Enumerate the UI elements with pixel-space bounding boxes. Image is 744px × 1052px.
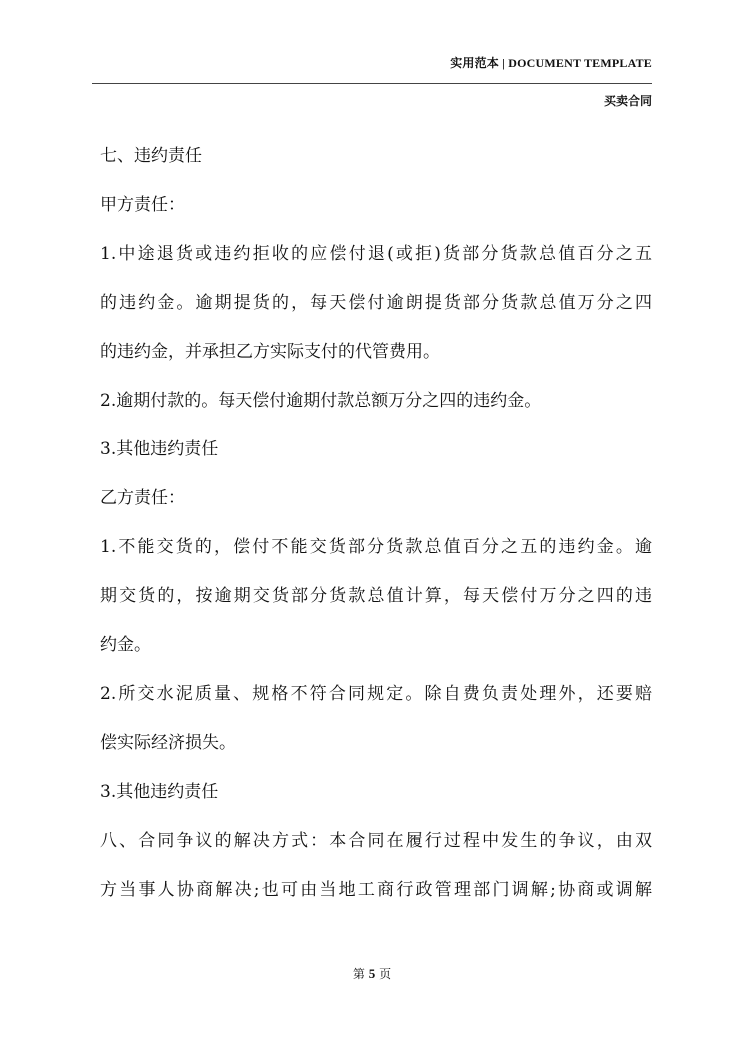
paragraph-line: 的违约金，并承担乙方实际支付的代管费用。 (100, 342, 440, 362)
party-b-heading: 乙方责任： (100, 488, 185, 508)
page-number-prefix: 第 (352, 967, 365, 981)
section-heading-breach: 七、违约责任 (100, 146, 202, 166)
paragraph-line: 的违约金。逾期提货的，每天偿付逾朗提货部分货款总值万分之四 (100, 293, 652, 313)
paragraph-line: 约金。 (100, 635, 151, 655)
paragraph-line: 偿实际经济损失。 (100, 733, 236, 753)
paragraph-line: 1.不能交货的，偿付不能交货部分货款总值百分之五的违约金。逾 (100, 537, 652, 557)
paragraph-line: 3.其他违约责任 (100, 439, 219, 459)
paragraph-line: 1.中途退货或违约拒收的应偿付退(或拒)货部分货款总值百分之五 (100, 244, 652, 264)
header-rule (92, 83, 652, 84)
paragraph-line: 2.所交水泥质量、规格不符合同规定。除自费负责处理外，还要赔 (100, 684, 652, 704)
page-header-subtitle: 买卖合同 (603, 94, 652, 108)
paragraph-line: 方当事人协商解决;也可由当地工商行政管理部门调解;协商或调解 (100, 880, 652, 900)
paragraph-line: 3.其他违约责任 (100, 782, 219, 802)
section-heading-dispute: 八、合同争议的解决方式：本合同在履行过程中发生的争议，由双 (100, 831, 652, 851)
paragraph-line: 期交货的，按逾期交货部分货款总值计算，每天偿付万分之四的违 (100, 586, 652, 606)
paragraph-line: 2.逾期付款的。每天偿付逾期付款总额万分之四的违约金。 (100, 391, 542, 411)
page-header-title: 实用范本 | DOCUMENT TEMPLATE (450, 56, 652, 70)
page-number: 5 (368, 966, 376, 981)
party-a-heading: 甲方责任： (100, 195, 185, 215)
page-number-suffix: 页 (379, 967, 392, 981)
page-footer (0, 965, 744, 982)
